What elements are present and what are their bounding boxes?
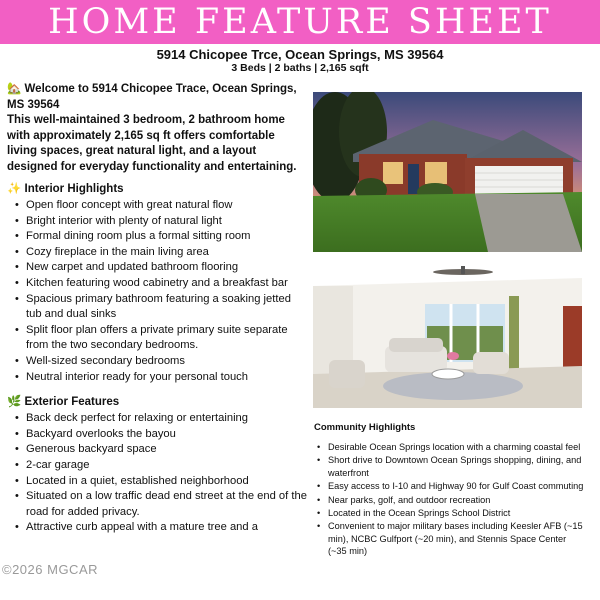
intro-headline: Welcome to 5914 Chicopee Trace, Ocean Springs, MS 39564 [7, 83, 297, 111]
list-item: • Short drive to Downtown Ocean Springs shopping, dining, and waterfront [314, 454, 584, 479]
exterior-list [7, 411, 307, 536]
interior-title: Interior Highlights [24, 183, 124, 195]
house-exterior-image [313, 92, 582, 252]
leaf-icon: 🌿 [7, 396, 22, 409]
exterior-title: Exterior Features [24, 396, 120, 409]
list-item: • Convenient to major military bases including Keesler AFB (~15 min), NCBC Gulfport (~20 min), and Stennis Space Center (~35 min) [314, 520, 584, 557]
list-item: • New carpet and updated bathroom flooring [7, 260, 307, 276]
list-item: • Near parks, golf, and outdoor recreation [314, 494, 584, 506]
list-item: • 2-car garage [7, 458, 307, 474]
list-item: • Back deck perfect for relaxing or entertaining [7, 411, 307, 427]
list-item: • Located in the Ocean Springs School District [314, 507, 584, 519]
living-room-image [313, 256, 582, 408]
list-item: • Spacious primary bathroom featuring a soaking jetted tub and dual sinks [7, 292, 307, 323]
list-item: • Formal dining room plus a formal sitting room [7, 229, 307, 245]
list-item: • Well-sized secondary bedrooms [7, 354, 307, 370]
community-title: Community Highlights [314, 422, 416, 433]
list-item: • Easy access to I-10 and Highway 90 for Gulf Coast commuting [314, 480, 584, 492]
interior-heading [7, 182, 307, 197]
sparkles-icon: ✨ [7, 183, 22, 195]
interior-photo [313, 256, 582, 408]
list-item: • Attractive curb appeal with a mature tree and a [7, 520, 307, 536]
exterior-heading [7, 395, 307, 410]
property-address: 5914 Chicopee Trce, Ocean Springs, MS 39564 [156, 47, 444, 62]
intro-body: This well-maintained 3 bedroom, 2 bathroom home with approximately 2,165 sq ft offers comfortable living spaces, great natural light, and a layout designed for everyday functionality and entertaining. [7, 114, 297, 173]
list-item: • Desirable Ocean Springs location with a charming coastal feel [314, 441, 584, 453]
intro-section [7, 82, 307, 175]
community-list [314, 441, 584, 558]
property-facts: 3 Beds | 2 baths | 2,165 sqft [231, 62, 369, 74]
community-section [314, 421, 584, 559]
list-item: • Situated on a low traffic dead end street at the end of the road for added privacy. [7, 489, 307, 520]
header-banner [0, 0, 600, 44]
list-item: • Bright interior with plenty of natural light [7, 214, 307, 230]
list-item: • Located in a quiet, established neighborhood [7, 474, 307, 490]
list-item: • Generous backyard space [7, 442, 307, 458]
left-column [7, 82, 307, 536]
list-item: • Split floor plan offers a private primary suite separate from the two secondary bedrooms. [7, 323, 307, 354]
list-item: • Backyard overlooks the bayou [7, 427, 307, 443]
list-item: • Open floor concept with great natural flow [7, 198, 307, 214]
page-title: HOME FEATURE SHEET [48, 2, 552, 42]
interior-list [7, 198, 307, 385]
house-icon: 🏡 [7, 83, 22, 95]
list-item: • Neutral interior ready for your personal touch [7, 370, 307, 386]
copyright-watermark: ©2026 MGCAR [2, 562, 98, 577]
exterior-photo [313, 92, 582, 252]
list-item: • Kitchen featuring wood cabinetry and a breakfast bar [7, 276, 307, 292]
list-item: • Cozy fireplace in the main living area [7, 245, 307, 261]
